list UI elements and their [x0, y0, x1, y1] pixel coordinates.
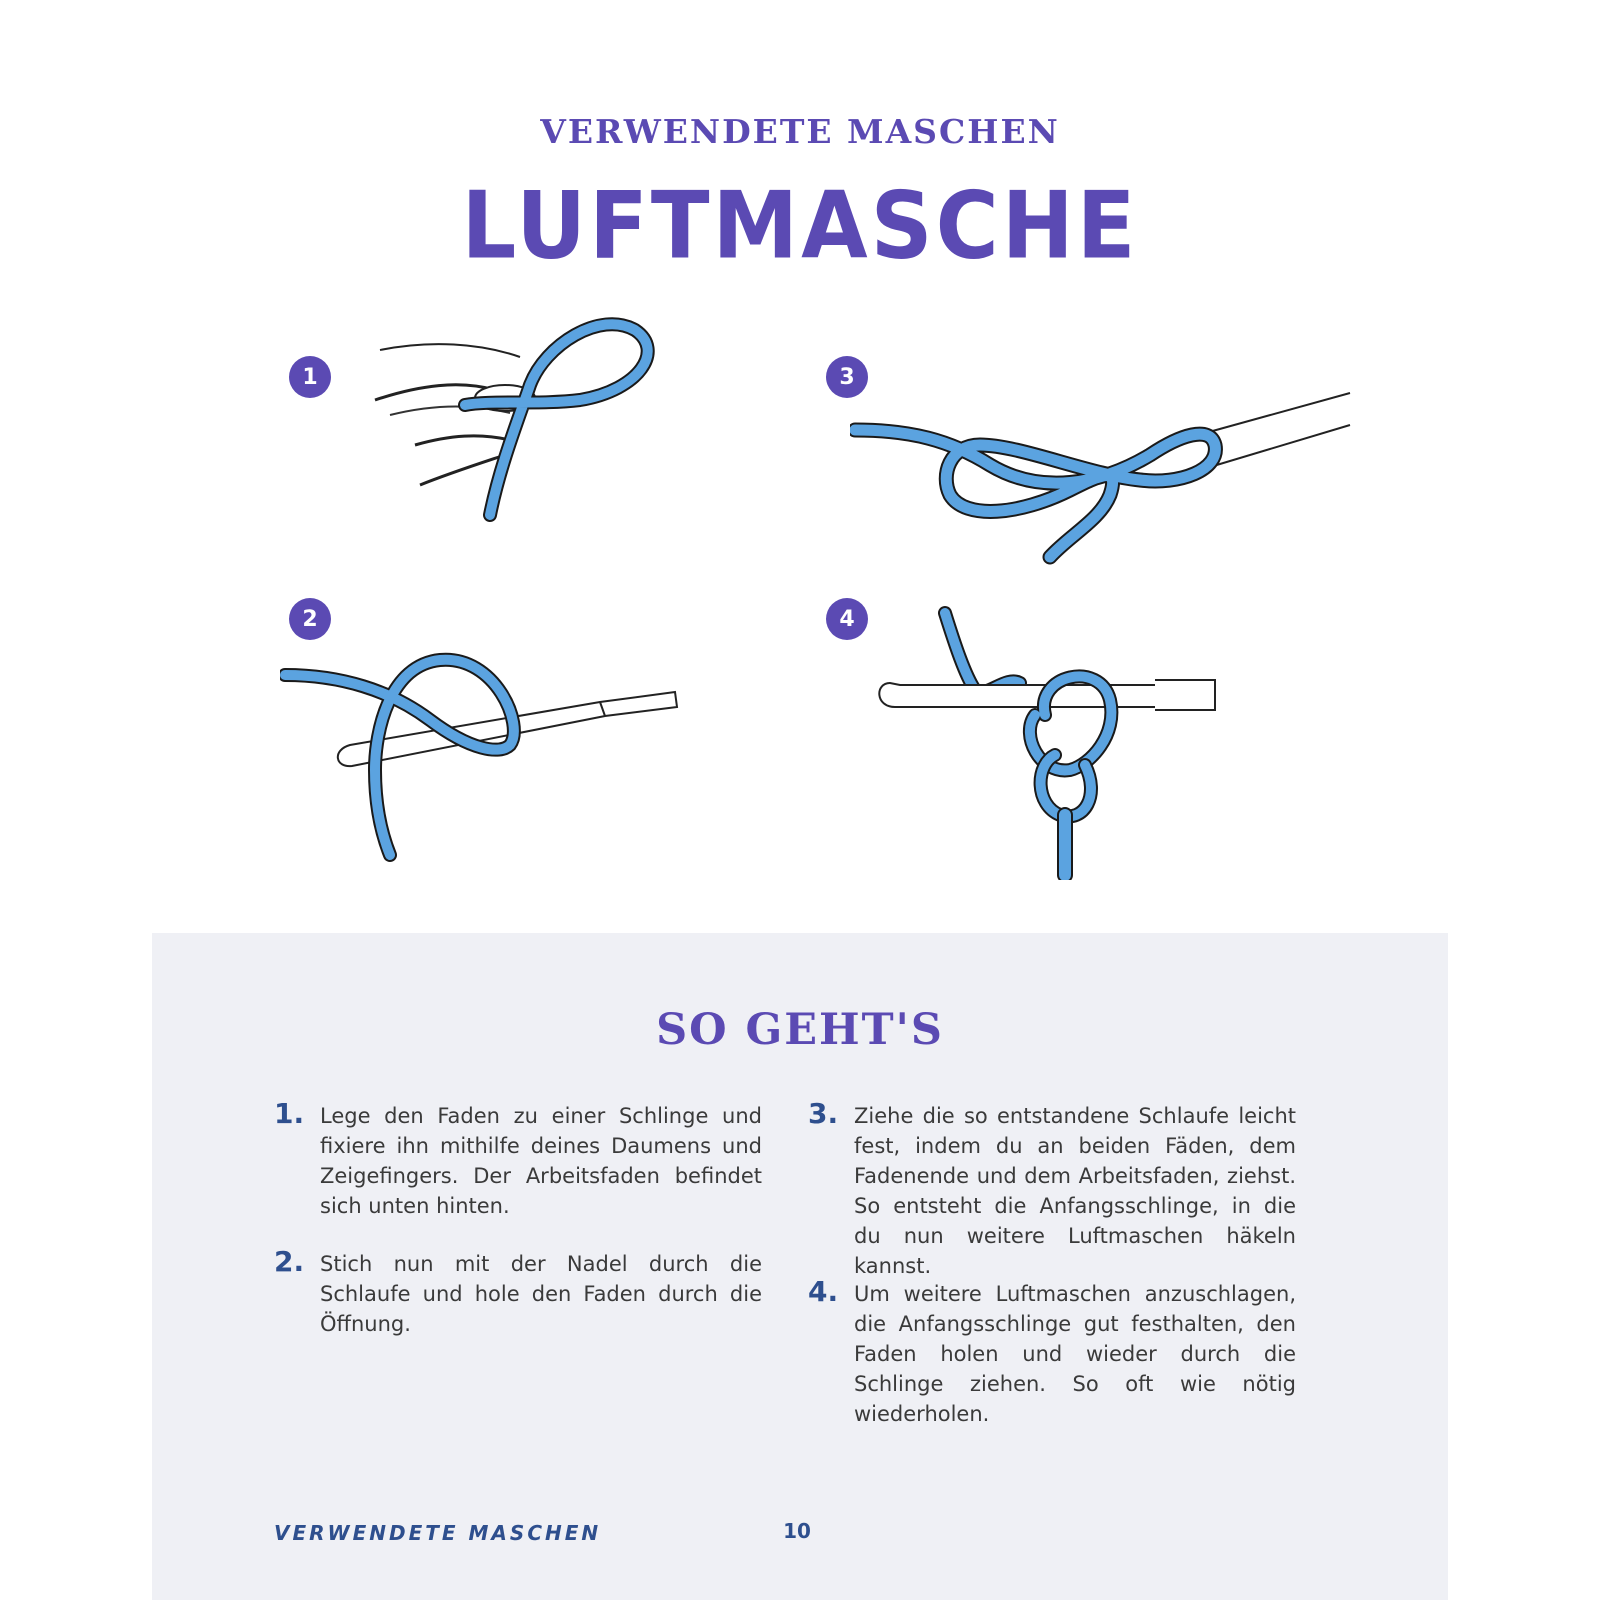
section-kicker: VERWENDETE MASCHEN — [540, 112, 1060, 151]
step-number: 4. — [808, 1275, 839, 1308]
illustration-hook-through-loop — [280, 650, 680, 865]
instructions-title: SO GEHT'S — [656, 1005, 944, 1055]
illustration-hand-loop — [370, 305, 680, 535]
footer-section-label: VERWENDETE MASCHEN — [274, 1521, 602, 1545]
step-text: Lege den Faden zu einer Schlinge und fixiere ihn mithilfe deines Daumens und Zeigefingers. Der Arbeitsfaden befindet sich unten hinten. — [320, 1104, 762, 1218]
step-badge-1: 1 — [289, 356, 331, 398]
step-text: Um weitere Luftmaschen anzuschlagen, die Anfangsschlinge gut festhalten, den Faden holen und wieder durch die Schlinge ziehen. So oft wie nötig wiederholen. — [854, 1282, 1296, 1426]
step-text: Stich nun mit der Nadel durch die Schlaufe und hole den Faden durch die Öffnung. — [320, 1252, 762, 1336]
step-badge-3: 3 — [826, 356, 868, 398]
step-number: 1. — [274, 1097, 305, 1130]
step-text: Ziehe die so entstandene Schlaufe leicht fest, indem du an beiden Fäden, dem Fadenende und dem Arbeitsfaden, ziehst. So entsteht die Anfangsschlinge, in die du nun weitere Luftmaschen häkeln kannst. — [854, 1104, 1296, 1278]
illustration-chain-stitch — [870, 605, 1220, 880]
instructions-panel — [152, 933, 1448, 1600]
page-number: 10 — [783, 1519, 811, 1543]
page-title: LUFTMASCHE — [461, 172, 1139, 280]
step-badge-2: 2 — [289, 598, 331, 640]
step-number: 3. — [808, 1097, 839, 1130]
step-badge-4: 4 — [826, 598, 868, 640]
illustration-slip-knot — [850, 385, 1360, 565]
step-number: 2. — [274, 1245, 305, 1278]
